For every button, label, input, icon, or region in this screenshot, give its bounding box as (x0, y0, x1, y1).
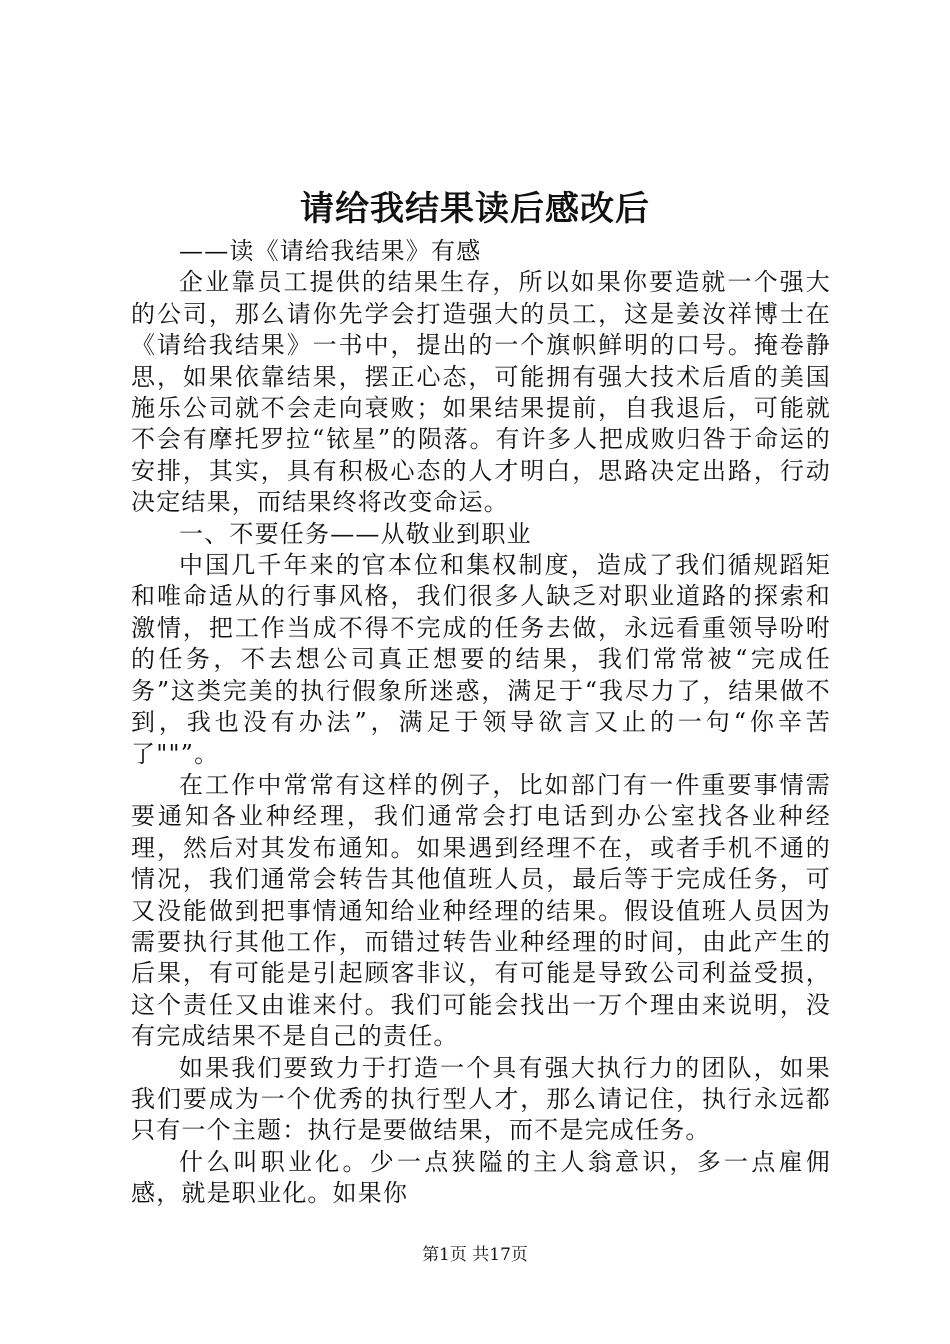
paragraph-5: 什么叫职业化。少一点狭隘的主人翁意识，多一点雇佣感，就是职业化。如果你 (131, 1147, 831, 1208)
document-subtitle: ——读《请给我结果》有感 (179, 237, 482, 265)
paragraph-4: 如果我们要致力于打造一个具有强大执行力的团队，如果我们要成为一个优秀的执行型人才，那么请记住，执行永远都只有一个主题：执行是要做结果，而不是完成任务。 (131, 1053, 831, 1145)
paragraph-3: 在工作中常常有这样的例子，比如部门有一件重要事情需要通知各业种经理，我们通常会打电话到办公室找各业种经理，然后对其发布通知。如果遇到经理不在，或者手机不通的情况，我们通常会转告其他值班人员，最后等于完成任务，可又没能做到把事情通知给业种经理的结果。假设值班人员因为需要执行其他工作，而错过转告业种经理的时间，由此产生的后果，有可能是引起顾客非议，有可能是导致公司利益受损，这个责任又由谁来付。我们可能会找出一万个理由来说明，没有完成结果不是自己的责任。 (131, 770, 831, 1051)
document-title: 请给我结果读后感改后 (300, 189, 650, 229)
paragraph-intro: 企业靠员工提供的结果生存，所以如果你要造就一个强大的公司，那么请你先学会打造强大的员工，这是姜汝祥博士在《请给我结果》一书中，提出的一个旗帜鲜明的口号。掩卷静思，如果依靠结果，摆正心态，可能拥有强大技术后盾的美国施乐公司就不会走向衰败；如果结果提前，自我退后，可能就不会有摩托罗拉“铱星”的陨落。有许多人把成败归咎于命运的安排，其实，具有积极心态的人才明白，思路决定出路，行动决定结果，而结果终将改变命运。 (131, 268, 831, 517)
section-heading-1: 一、不要任务——从敬业到职业 (179, 519, 532, 548)
page-number-footer: 第1页 共17页 (422, 1245, 528, 1265)
document-body (131, 236, 831, 1210)
paragraph-2: 中国几千年来的官本位和集权制度，造成了我们循规蹈矩和唯命适从的行事风格，我们很多人缺乏对职业道路的探索和激情，把工作当成不得不完成的任务去做，永远看重领导吩咐的任务，不去想公司真正想要的结果，我们常常被“完成任务”这类完美的执行假象所迷惑，满足于“我尽力了，结果做不到，我也没有办法”，满足于领导欲言又止的一句“你辛苦了""”。 (131, 551, 831, 768)
